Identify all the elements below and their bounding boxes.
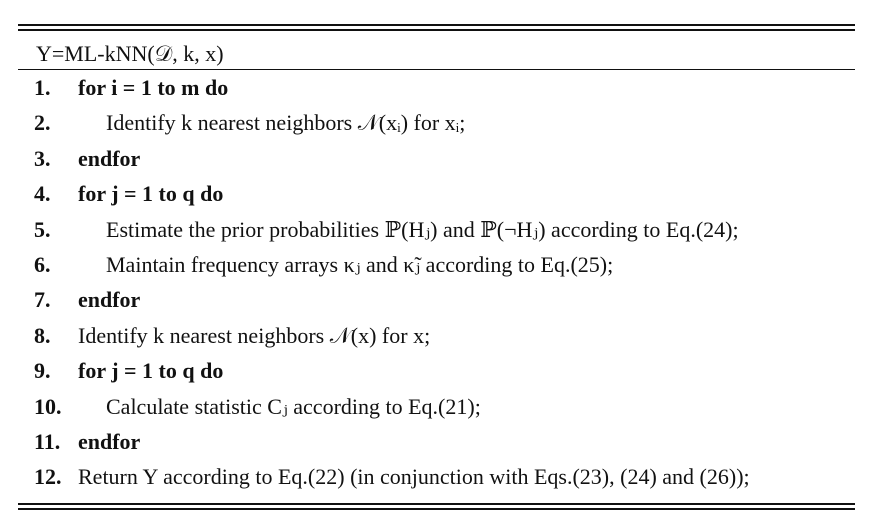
step-number: 4. [34,181,51,207]
step-number: 9. [34,358,51,384]
step-line [18,459,855,494]
step-line [18,212,855,247]
step-number: 6. [34,251,51,277]
step-line [18,424,855,459]
step-text: Identify k nearest neighbors 𝒩(xᵢ) for xᵢ; [106,110,466,136]
step-text: Estimate the prior probabilities ℙ(Hⱼ) and ℙ(¬Hⱼ) according to Eq.(24); [106,216,739,242]
algorithm-steps [18,70,855,495]
step-number: 12. [34,464,62,490]
step-line [18,176,855,211]
step-text: endfor [78,428,141,454]
step-number: 11. [34,428,61,454]
top-rule [18,24,855,31]
step-number: 2. [34,110,51,136]
step-number: 7. [34,287,51,313]
step-text: for j = 1 to q do [78,181,224,207]
step-text: Calculate statistic Cⱼ according to Eq.(21); [106,393,481,419]
step-line [18,141,855,176]
step-text: Identify k nearest neighbors 𝒩(x) for x; [78,322,431,348]
algorithm-box [18,24,855,510]
step-line [18,70,855,105]
step-line [18,105,855,140]
step-number: 5. [34,216,51,242]
step-text: Return Y according to Eq.(22) (in conjunction with Eqs.(23), (24) and (26)); [78,464,750,490]
step-line [18,282,855,317]
step-line [18,247,855,282]
step-number: 3. [34,145,51,171]
bottom-rule [18,503,855,510]
step-line [18,353,855,388]
step-number: 8. [34,322,51,348]
step-number: 10. [34,393,62,419]
step-text: Maintain frequency arrays κⱼ and κ̃ⱼ according to Eq.(25); [106,251,614,277]
step-line [18,318,855,353]
step-text: for j = 1 to q do [78,358,224,384]
algorithm-signature: Y=ML-kNN(𝒟, k, x) [36,41,224,66]
step-text: endfor [78,287,141,313]
step-text: for i = 1 to m do [78,75,229,100]
step-text: endfor [78,145,141,171]
step-number: 1. [34,75,51,100]
step-line [18,389,855,424]
